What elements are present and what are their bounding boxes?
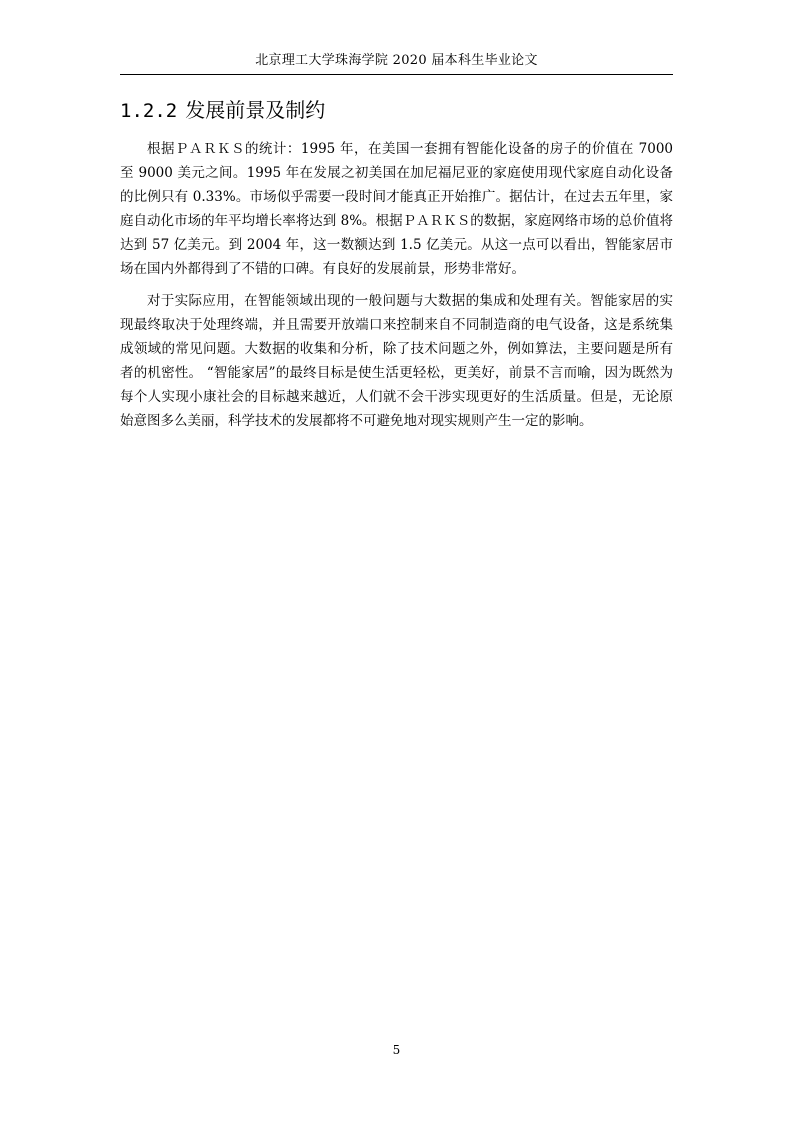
paragraph: 根据ＰＡＲＫＳ的统计：1995 年，在美国一套拥有智能化设备的房子的价值在 7000 至 9000 美元之间。1995 年在发展之初美国在加尼福尼亚的家庭使用现代家庭自动化设备的比例只有 0.33%。市场似乎需要一段时间才能真正开始推广。据估计，在过去五年里，家庭自动化市场的年平均增长率将达到 8%。根据ＰＡＲＫＳ的数据，家庭网络市场的总价值将达到 57 亿美元。到 2004 年，这一数额达到 1.5 亿美元。从这一点可以看出，智能家居市场在国内外都得到了不错的口碑。有良好的发展前景，形势非常好。 bbox=[120, 141, 673, 277]
section-number: 1.2.2 bbox=[120, 100, 178, 122]
page-number: 5 bbox=[392, 1043, 401, 1057]
body-text bbox=[120, 137, 673, 433]
page-header: 北京理工大学珠海学院 2020 届本科生毕业论文 bbox=[255, 53, 538, 68]
paragraph: 对于实际应用，在智能领域出现的一般问题与大数据的集成和处理有关。智能家居的实现最终取决于处理终端，并且需要开放端口来控制来自不同制造商的电气设备，这是系统集成领域的常见问题。大数据的收集和分析，除了技术问题之外，例如算法，主要问题是所有者的机密性。 “智能家居”的最终目标是使生活更轻松，更美好，前景不言而喻，因为既然为每个人实现小康社会的目标越来越近，人们就不会干涉实现更好的生活质量。但是，无论原始意图多么美丽，科学技术的发展都将不可避免地对现实规则产生一定的影响。 bbox=[120, 293, 673, 429]
section-heading bbox=[120, 96, 673, 125]
section-title: 发展前景及制约 bbox=[185, 98, 326, 122]
header-divider bbox=[120, 74, 673, 75]
